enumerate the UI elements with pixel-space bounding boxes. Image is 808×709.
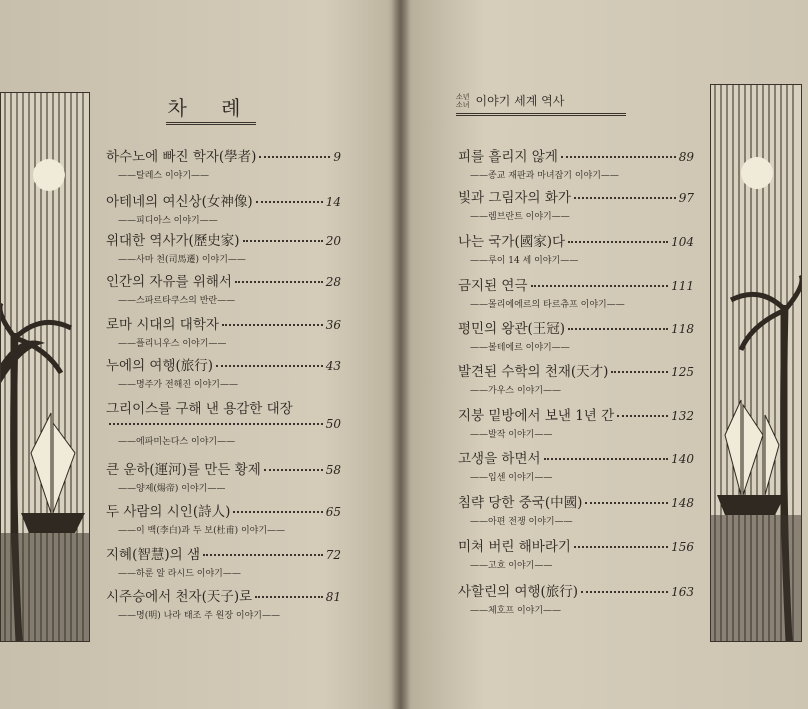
entry-title: 두 사람의 시인(詩人)	[106, 504, 231, 520]
entry-subtitle: —— 에파미논다스 이야기 ——	[118, 434, 341, 447]
entry-page: 148	[671, 496, 694, 510]
entry-page: 28	[325, 275, 341, 289]
entry-title: 로마 시대의 대학자	[106, 317, 219, 333]
entry-title: 위대한 역사가(歷史家)	[106, 233, 240, 249]
entry-page: 50	[325, 417, 341, 431]
series-small-top: 소년	[456, 92, 470, 101]
entry-page: 36	[325, 318, 341, 332]
entry-subtitle: —— 스파르타쿠스의 반란 ——	[118, 293, 341, 306]
toc-entry	[458, 230, 694, 266]
toc-entry	[458, 360, 694, 396]
entry-title: 빛과 그림자의 화가	[458, 190, 571, 206]
entry-title: 금지된 연극	[458, 278, 528, 294]
entry-page: 89	[678, 150, 694, 164]
entry-page: 97	[678, 191, 694, 205]
entry-subtitle: —— 명주가 전해진 이야기 ——	[118, 377, 341, 390]
entry-page: 118	[671, 322, 694, 336]
entry-page: 132	[671, 409, 694, 423]
entry-subtitle: —— 아편 전쟁 이야기 ——	[470, 514, 694, 527]
entry-subtitle: —— 가우스 이야기 ——	[470, 383, 694, 396]
entry-page: 140	[671, 452, 694, 466]
entry-page: 9	[333, 150, 341, 164]
entry-subtitle: —— 입센 이야기 ——	[470, 470, 694, 483]
entry-page: 20	[325, 234, 341, 248]
toc-entry	[458, 535, 694, 571]
entry-subtitle: —— 렘브란트 이야기 ——	[470, 209, 694, 222]
entry-page: 81	[325, 590, 341, 604]
toc-entry	[458, 145, 694, 181]
toc-entry	[458, 186, 694, 222]
contents-heading: 차 례	[166, 92, 256, 125]
entry-subtitle: —— 루이 14 세 이야기 ——	[470, 253, 694, 266]
entry-subtitle: —— 몰리에에르의 타르츄프 이야기 ——	[470, 297, 694, 310]
entry-page: 156	[671, 540, 694, 554]
toc-entry	[458, 447, 694, 483]
entry-subtitle: —— 종교 재판과 마녀잡기 이야기 ——	[470, 168, 694, 181]
entry-title: 누에의 여행(旅行)	[106, 358, 214, 374]
entry-subtitle: —— 사마 천(司馬遷) 이야기 ——	[118, 252, 341, 265]
entry-title: 그리이스를 구해 낸 용감한 대장	[106, 401, 293, 417]
entry-page: 111	[671, 279, 694, 293]
entry-page: 65	[325, 505, 341, 519]
entry-title: 침략 당한 중국(中國)	[458, 495, 583, 511]
entry-title: 인간의 자유를 위해서	[106, 274, 232, 290]
entry-title: 지혜(智慧)의 샘	[106, 547, 200, 563]
entry-title: 발견된 수학의 천재(天才)	[458, 364, 609, 380]
toc-entry	[458, 491, 694, 527]
entry-subtitle: —— 고흐 이야기 ——	[470, 558, 694, 571]
series-title-text: 이야기 세계 역사	[475, 94, 565, 108]
entry-title: 사할린의 여행(旅行)	[458, 584, 579, 600]
entry-title: 시주승에서 천자(天子)로	[106, 589, 253, 605]
entry-subtitle: —— 플리니우스 이야기 ——	[118, 336, 341, 349]
entry-title: 아테네의 여신상(女神像)	[106, 194, 253, 210]
entry-subtitle: —— 발작 이야기 ——	[470, 427, 694, 440]
entry-title: 지붕 밑방에서 보낸 1년 간	[458, 408, 615, 424]
series-small-bottom: 소녀	[456, 100, 470, 109]
entry-page: 58	[325, 463, 341, 477]
toc-entry	[458, 580, 694, 616]
entry-subtitle: —— 탈레스 이야기 ——	[118, 168, 341, 181]
entry-title: 나는 국가(國家)다	[458, 234, 566, 250]
toc-entry	[458, 274, 694, 310]
entry-page: 14	[325, 195, 341, 209]
entry-subtitle: —— 양제(煬帝) 이야기 ——	[118, 481, 341, 494]
entry-subtitle: —— 이 백(李白)과 두 보(杜甫) 이야기 ——	[118, 523, 341, 536]
entry-page: 104	[671, 235, 694, 249]
entry-page: 72	[325, 548, 341, 562]
entry-page: 43	[325, 359, 341, 373]
entry-subtitle: —— 볼테에르 이야기 ——	[470, 340, 694, 353]
entry-title: 평민의 왕관(王冠)	[458, 321, 566, 337]
entry-page: 125	[671, 365, 694, 379]
entry-title: 큰 운하(運河)를 만든 황제	[106, 462, 261, 478]
entry-subtitle: —— 체호프 이야기 ——	[470, 603, 694, 616]
entry-subtitle: —— 하룬 알 라시드 이야기 ——	[118, 566, 341, 579]
toc-entry	[458, 317, 694, 353]
entry-title: 피를 흘리지 않게	[458, 149, 558, 165]
entry-page: 163	[671, 585, 694, 599]
entry-title: 고생을 하면서	[458, 451, 541, 467]
entry-subtitle: —— 명(明) 나라 태조 주 원장 이야기 ——	[118, 608, 341, 621]
entry-subtitle: —— 피디아스 이야기 ——	[118, 213, 341, 226]
entry-title: 미쳐 버린 해바라기	[458, 539, 571, 555]
entry-title: 하수노에 빠진 학자(學者)	[106, 149, 257, 165]
toc-entry	[458, 404, 694, 440]
